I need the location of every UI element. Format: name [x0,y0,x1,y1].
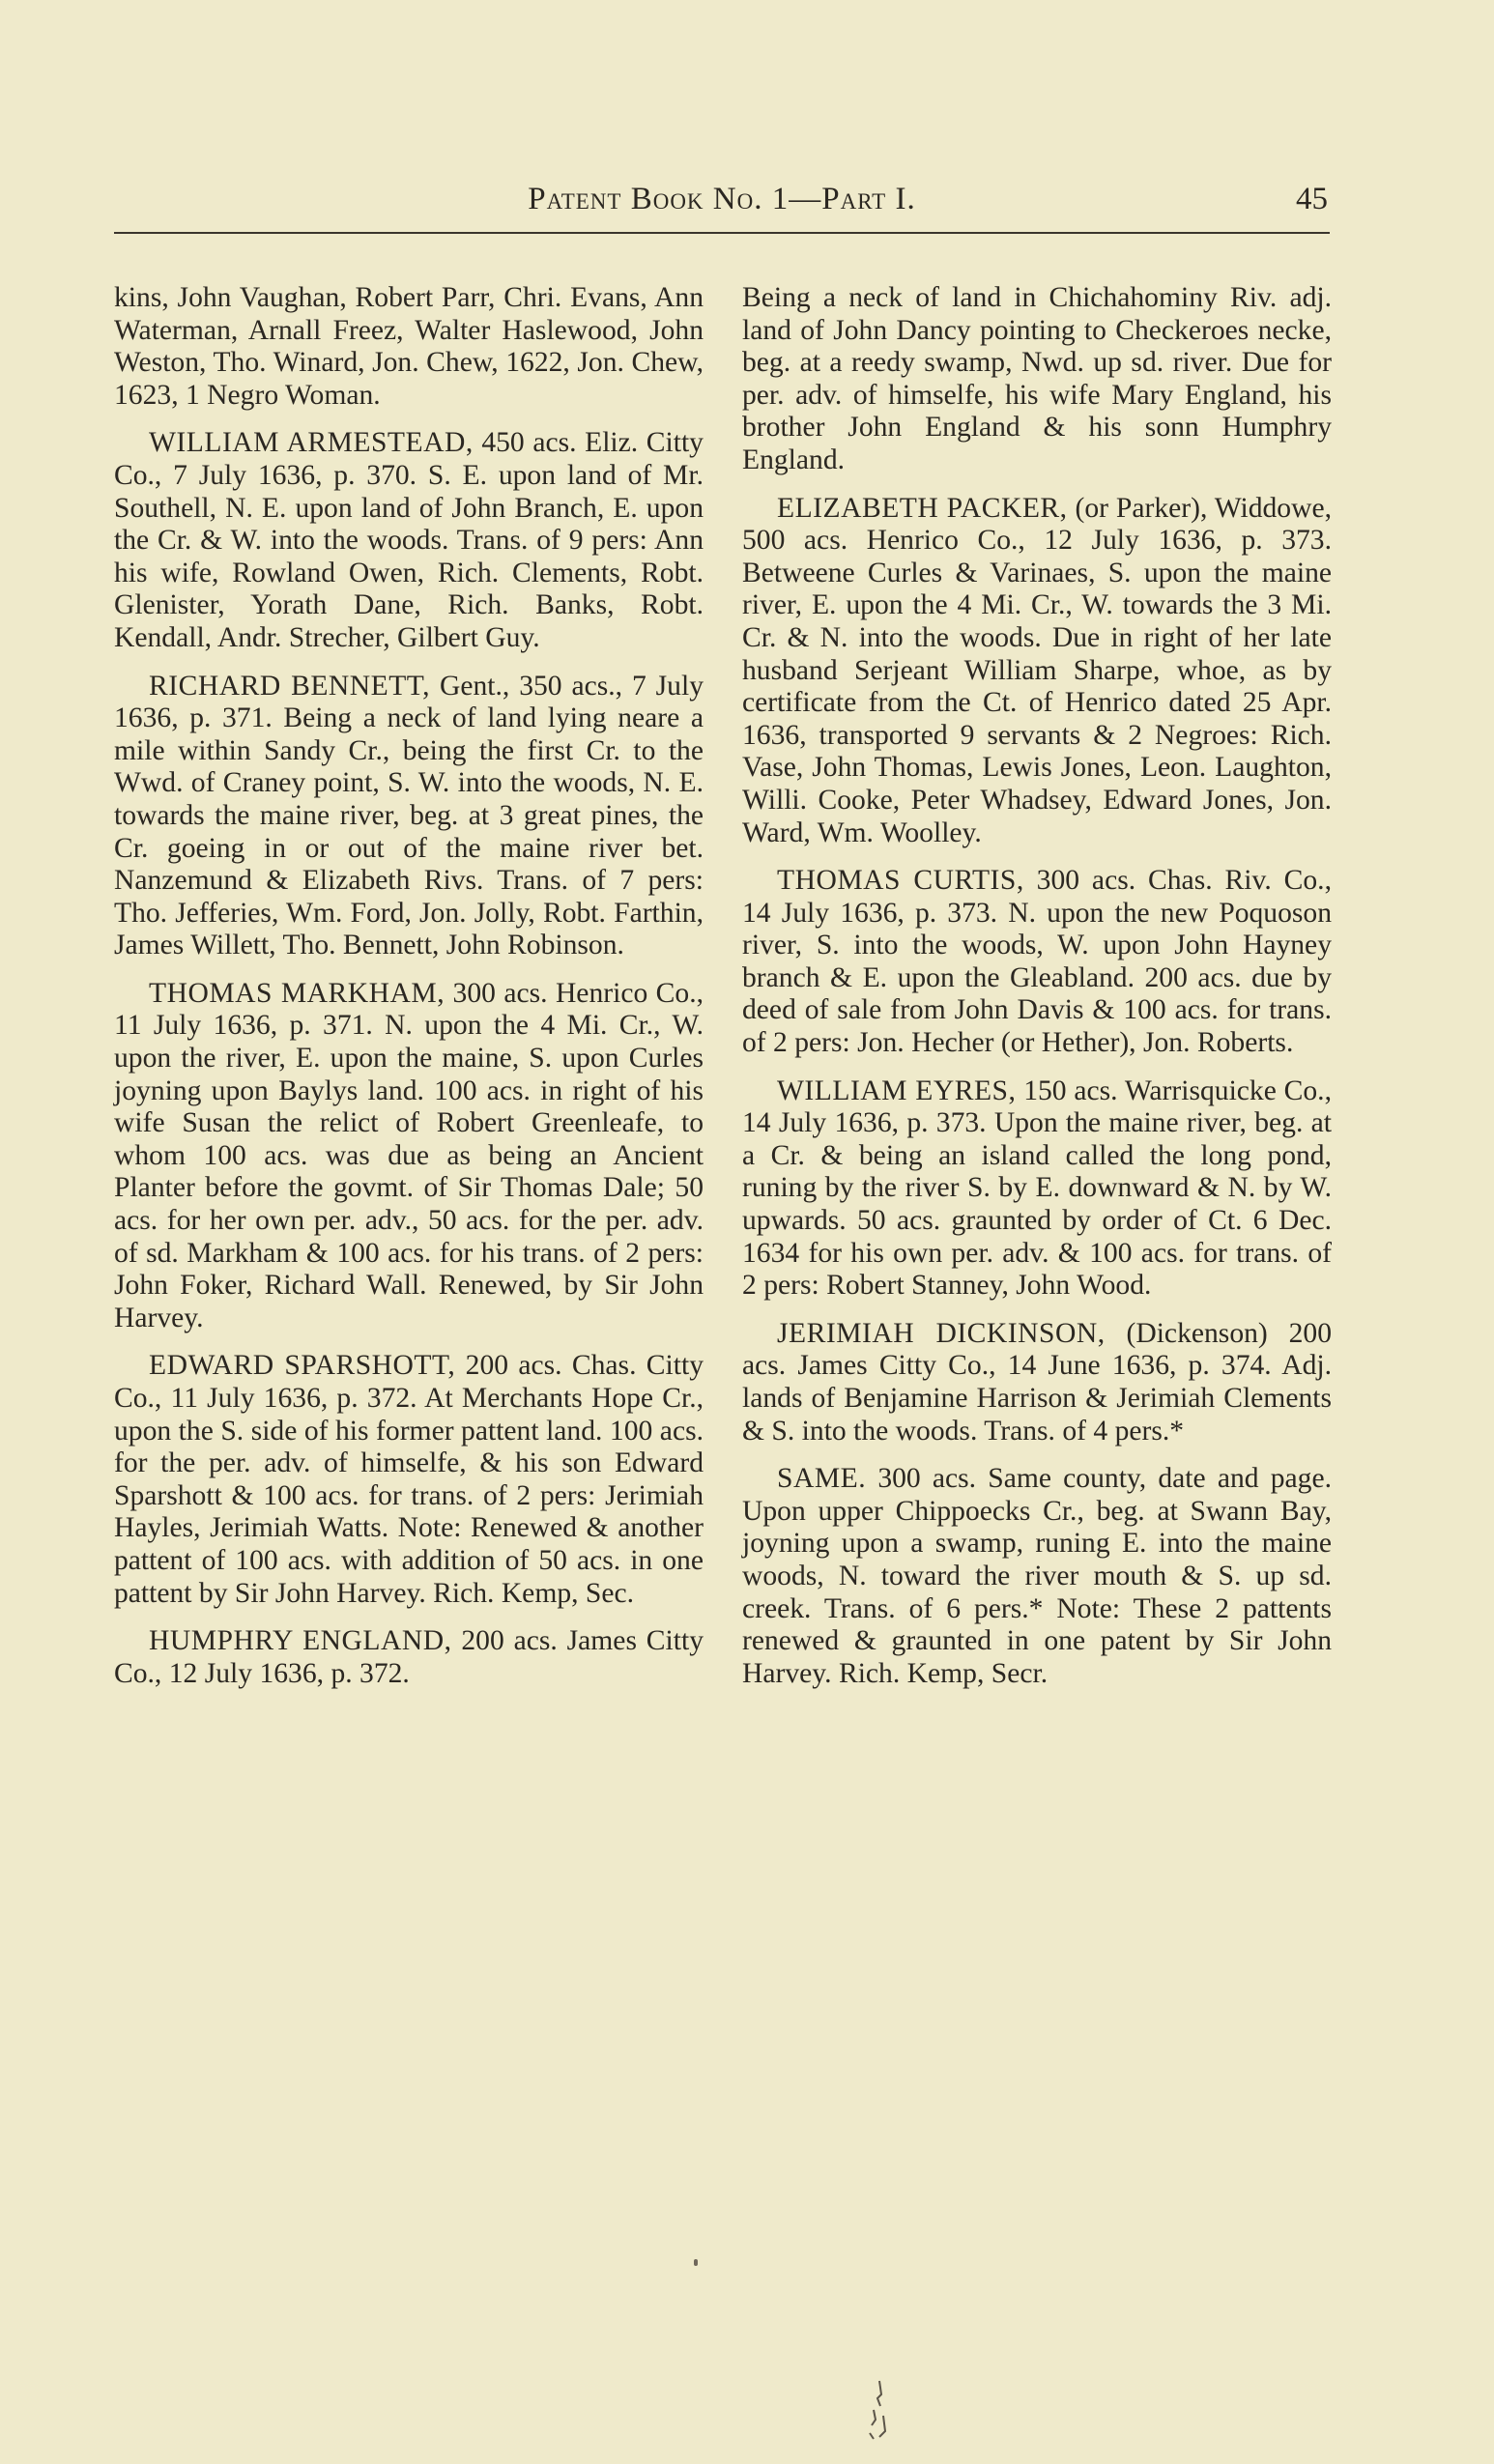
patentee-name: ELIZABETH PACKER, [777,492,1068,524]
patent-text: (or Parker), Widdowe, 500 acs. Henrico Co., 12 July 1636, p. 373. Betweene Curles & Varinaes, S. upon the maine river, E. upon the 4 Mi. Cr., W. towards the 3 Mi. Cr. & N. into the woods. Due in right of her late husband Serjeant William Sharpe, whoe, as by certificate from the Ct. of Henrico dated 25 Apr. 1636, transported 9 servants & 2 Negroes: Rich. Vase, John Thomas, Lewis Jones, Leon. Laughton, Willi. Cooke, Peter Whadsey, Edward Jones, Jon. Ward, Wm. Woolley. [742,492,1332,848]
ink-smudge [860,2377,899,2445]
patent-entry [742,1463,1332,1690]
patentee-name: THOMAS MARKHAM, [149,977,445,1009]
patent-entry [114,978,704,1335]
patent-text: 300 acs. Henrico Co., 11 July 1636, p. 371. N. upon the 4 Mi. Cr., W. upon the river, E. upon the maine, S. upon Curles joyning upon Baylys land. 100 acs. in right of his wife Susan the relict of Robert Greenleafe, to whom 100 acs. was due as being an Ancient Planter before the govmt. of Sir Thomas Dale; 50 acs. for her own per. adv., 50 acs. for the per. adv. of sd. Markham & 100 acs. for his trans. of 2 pers: John Foker, Richard Wall. Renewed, by Sir John Harvey. [114,977,704,1333]
patent-text: 450 acs. Eliz. Citty Co., 7 July 1636, p. 370. S. E. upon land of Mr. Southell, N. E. upon land of John Branch, E. upon the Cr. & W. into the woods. Trans. of 9 pers: Ann his wife, Rowland Owen, Rich. Clements, Robt. Glenister, Yorath Dane, Rich. Banks, Robt. Kendall, Andr. Strecher, Gilbert Guy. [114,427,704,653]
patent-entry [114,1350,704,1610]
patentee-name: HUMPHRY ENGLAND, [149,1625,452,1657]
left-column [114,282,704,1705]
patent-text: 150 acs. Warrisquicke Co., 14 July 1636, p. 373. Upon the maine river, beg. at a Cr. & being an island called the long pond, runing by the river S. by E. downward & N. by W. upwards. 50 acs. graunted by order of Ct. 6 Dec. 1634 for his own per. adv. & 100 acs. for trans. of 2 pers: Robert Stanney, John Wood. [742,1074,1332,1302]
patentee-name: RICHARD BENNETT, [149,670,431,702]
patent-entry [742,1075,1332,1303]
patent-text: Gent., 350 acs., 7 July 1636, p. 371. Being a neck of land lying neare a mile within Sandy Cr., being the first Cr. to the Wwd. of Craney point, S. W. into the woods, N. E. towards the maine river, beg. at 3 great pines, the Cr. goeing in or out of the maine river bet. Nanzemund & Elizabeth Rivs. Trans. of 7 pers: Tho. Jefferies, Wm. Ford, Jon. Jolly, Robt. Farthin, James Willett, Tho. Bennett, John Robinson. [114,670,704,961]
patent-entry [742,282,1332,477]
page-number: 45 [1296,182,1328,216]
patent-text: Being a neck of land in Chichahominy Riv. adj. land of John Dancy pointing to Checkeroes necke, beg. at a reedy swamp, Nwd. up sd. river. Due for per. adv. of himselfe, his wife Mary England, his brother John England & his sonn Humphry England. [742,282,1332,475]
patentee-name: SAME. [777,1463,867,1495]
patent-text: kins, John Vaughan, Robert Parr, Chri. Evans, Ann Waterman, Arnall Freez, Walter Haslewood, John Weston, Tho. Winard, Jon. Chew, 1622, Jon. Chew, 1623, 1 Negro Woman. [114,282,704,411]
patent-text: 300 acs. Same county, date and page. Upon upper Chippoecks Cr., beg. at Swann Bay, joyning upon a swamp, runing E. into the maine woods, N. toward the river mouth & S. up sd. creek. Trans. of 6 pers.* Note: These 2 pattents renewed & graunted in one patent by Sir John Harvey. Rich. Kemp, Secr. [742,1463,1332,1689]
patent-text: (Dickenson) 200 acs. James Citty Co., 14 June 1636, p. 374. Adj. lands of Benjamine Harrison & Jerimiah Clements & S. into the woods. Trans. of 4 pers.* [742,1317,1332,1447]
patentee-name: EDWARD SPARSHOTT, [149,1350,456,1382]
patentee-name: JERIMIAH DICKINSON, [777,1317,1106,1349]
right-column [742,282,1332,1705]
patent-text: 200 acs. Chas. Citty Co., 11 July 1636, p. 372. At Merchants Hope Cr., upon the S. side of his former pattent land. 100 acs. for the per. adv. of himselfe, & his son Edward Sparshott & 100 acs. for trans. of 2 pers: Jerimiah Hayles, Jerimiah Watts. Note: Renewed & another pattent of 100 acs. with addition of 50 acs. in one pattent by Sir John Harvey. Rich. Kemp, Sec. [114,1350,704,1609]
ink-speck [694,2259,698,2266]
patentee-name: WILLIAM ARMESTEAD, [149,427,474,459]
patent-entry [742,1318,1332,1447]
page-header [114,182,1330,234]
patent-entry [742,865,1332,1060]
patent-entry [114,671,704,962]
patent-entry [114,282,704,412]
patentee-name: THOMAS CURTIS, [777,865,1024,897]
patent-text: 300 acs. Chas. Riv. Co., 14 July 1636, p. 373. N. upon the new Poquoson river, S. into the woods, W. upon John Hayney branch & E. upon the Gleabland. 200 acs. due by deed of sale from John Davis & 100 acs. for trans. of 2 pers: Jon. Hecher (or Hether), Jon. Roberts. [742,865,1332,1059]
patent-entry [114,427,704,654]
running-head: Patent Book No. 1—Part I. [528,182,916,216]
patentee-name: WILLIAM EYRES, [777,1074,1017,1106]
patent-entry [114,1625,704,1690]
patent-text: 200 acs. James Citty Co., 12 July 1636, p. 372. [114,1625,704,1689]
patent-entry [742,493,1332,850]
